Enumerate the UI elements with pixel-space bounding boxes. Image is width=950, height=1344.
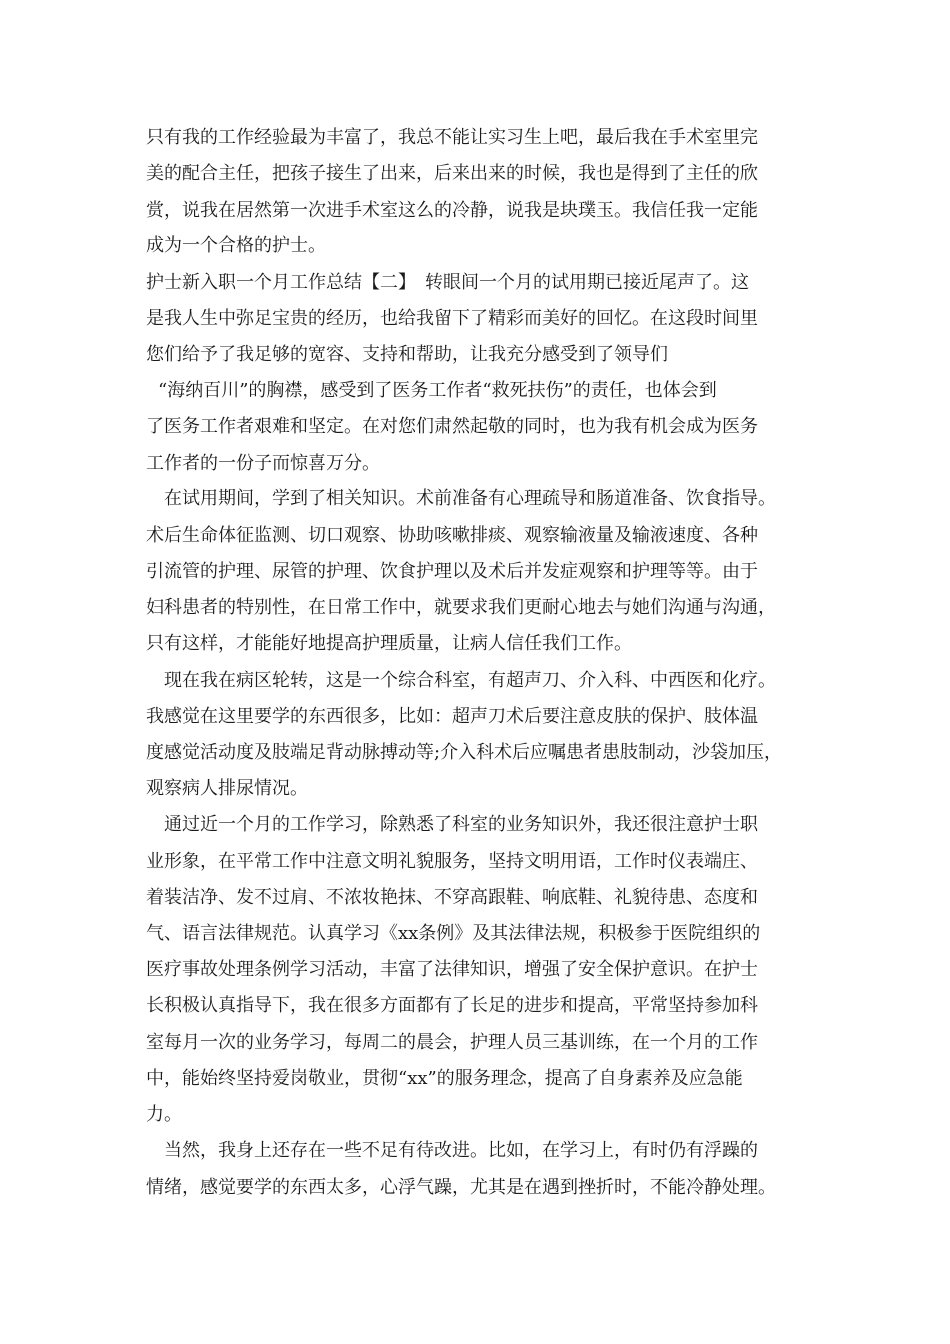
text-line: 力。	[146, 1104, 182, 1125]
text-line: 了医务工作者艰难和坚定。在对您们肃然起敬的同时，也为我有机会成为医务	[146, 416, 758, 437]
text-line: 工作者的一份子而惊喜万分。	[146, 453, 380, 474]
text-line: 成为一个合格的护士。	[146, 235, 326, 256]
paragraph-start-line: 现在我在病区轮转，这是一个综合科室，有超声刀、介入科、中西医和化疗。	[164, 670, 776, 691]
text-line: 术后生命体征监测、切口观察、协助咳嗽排痰、观察输液量及输液速度、各种	[146, 525, 758, 546]
text-line: 着装洁净、发不过肩、不浓妆艳抹、不穿高跟鞋、响底鞋、礼貌待患、态度和	[146, 887, 758, 908]
text-line: “海纳百川”的胸襟，感受到了医务工作者“救死扶伤”的责任，也体会到	[158, 380, 717, 401]
section-heading-line: 护士新入职一个月工作总结【二】 转眼间一个月的试用期已接近尾声了。这	[146, 272, 749, 293]
text-line: 医疗事故处理条例学习活动，丰富了法律知识，增强了安全保护意识。在护士	[146, 959, 758, 980]
text-line: 妇科患者的特别性，在日常工作中，就要求我们更耐心地去与她们沟通与沟通，	[146, 597, 776, 618]
text-line: 业形象，在平常工作中注意文明礼貌服务，坚持文明用语，工作时仪表端庄、	[146, 851, 758, 872]
text-line: 室每月一次的业务学习，每周二的晨会，护理人员三基训练，在一个月的工作	[146, 1032, 758, 1053]
text-line: 赏，说我在居然第一次进手术室这么的冷静，说我是块璞玉。我信任我一定能	[146, 200, 758, 221]
paragraph-start-line: 在试用期间，学到了相关知识。术前准备有心理疏导和肠道准备、饮食指导。	[164, 488, 776, 509]
text-line: 气、语言法律规范。认真学习《xx条例》及其法律法规，积极参于医院组织的	[146, 923, 761, 944]
text-line: 长积极认真指导下，我在很多方面都有了长足的进步和提高，平常坚持参加科	[146, 995, 758, 1016]
text-line: 美的配合主任，把孩子接生了出来，后来出来的时候，我也是得到了主任的欣	[146, 163, 758, 184]
text-line: 引流管的护理、尿管的护理、饮食护理以及术后并发症观察和护理等等。由于	[146, 561, 758, 582]
paragraph-start-line: 通过近一个月的工作学习，除熟悉了科室的业务知识外，我还很注意护士职	[164, 814, 758, 835]
text-line: 中，能始终坚持爱岗敬业，贯彻“xx”的服务理念，提高了自身素养及应急能	[146, 1068, 743, 1089]
text-line: 是我人生中弥足宝贵的经历，也给我留下了精彩而美好的回忆。在这段时间里	[146, 308, 758, 329]
text-line: 我感觉在这里要学的东西很多，比如：超声刀术后要注意皮肤的保护、肢体温	[146, 706, 758, 727]
paragraph-start-line: 当然，我身上还存在一些不足有待改进。比如，在学习上，有时仍有浮躁的	[164, 1140, 758, 1161]
text-line: 观察病人排尿情况。	[146, 778, 308, 799]
text-line: 只有我的工作经验最为丰富了，我总不能让实习生上吧，最后我在手术室里完	[146, 127, 758, 148]
text-line: 您们给予了我足够的宽容、支持和帮助，让我充分感受到了领导们	[146, 344, 668, 365]
text-line: 情绪，感觉要学的东西太多，心浮气躁，尤其是在遇到挫折时，不能冷静处理。	[146, 1177, 776, 1198]
text-line: 度感觉活动度及肢端足背动脉搏动等;介入科术后应嘱患者患肢制动，沙袋加压，	[146, 742, 783, 763]
text-line: 只有这样，才能能好地提高护理质量，让病人信任我们工作。	[146, 633, 632, 654]
